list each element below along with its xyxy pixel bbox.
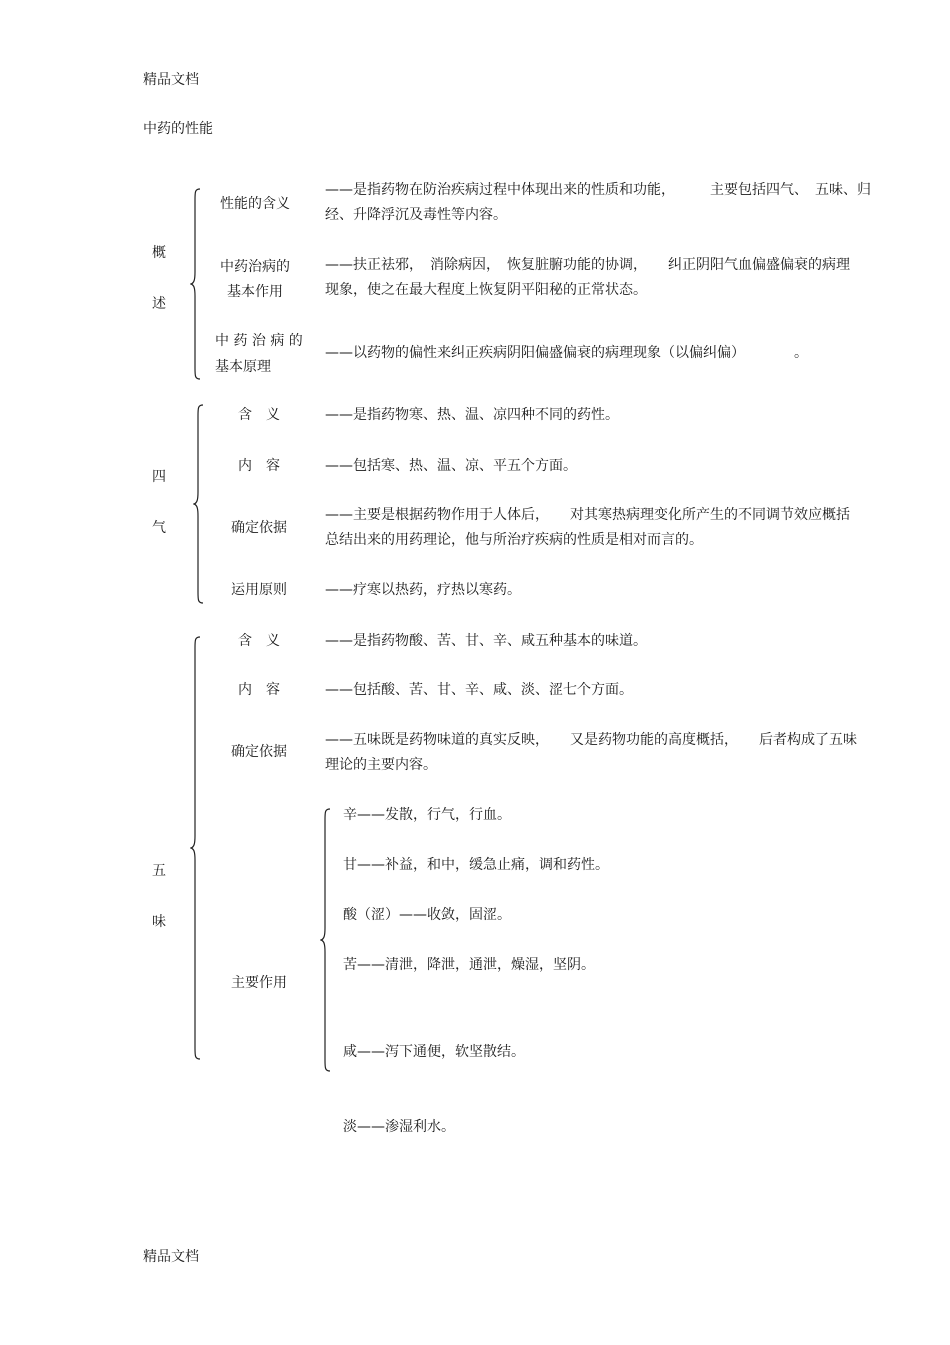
effect-item-suan: 酸（涩）——收敛，固涩。 [343,907,511,923]
overview-row3-label-line2: 基本原理 [215,359,271,375]
five-flavors-main-label: 主要作用 [231,975,287,991]
five-flavors-row1-desc: ——是指药物酸、苦、甘、辛、咸五种基本的味道。 [325,633,647,649]
four-qi-row4-label: 运用原则 [231,582,287,598]
five-flavors-row3-label: 确定依据 [231,744,287,760]
four-qi-row4-desc: ——疗寒以热药，疗热以寒药。 [325,582,521,598]
overview-row3-desc: ——以药物的偏性来纠正疾病阴阳偏盛偏衰的病理现象（以偏纠偏） 。 [325,345,808,361]
effect-item-dan: 淡——渗湿利水。 [343,1119,455,1135]
page-footer: 精品文档 [143,1249,199,1265]
overview-brace [190,188,202,380]
effect-item-xian: 咸——泻下通便，软坚散结。 [343,1044,525,1060]
overview-row1-desc: ——是指药物在防治疾病过程中体现出来的性质和功能， 主要包括四气、 五味、归经、升降浮沉及毒性等内容。 [325,182,871,223]
effect-item-ku: 苦——清泄，降泄，通泄，燥湿，坚阴。 [343,957,595,973]
section-label-five-flavors-2: 味 [152,914,166,930]
overview-row2-label-line1: 中药治病的 [220,259,290,275]
five-flavors-row2-desc: ——包括酸、苦、甘、辛、咸、淡、涩七个方面。 [325,682,633,698]
four-qi-row3-label: 确定依据 [231,520,287,536]
five-flavors-brace [190,636,202,1060]
section-label-four-qi-2: 气 [152,520,166,536]
page-header: 精品文档 [143,72,199,88]
overview-row2-desc: ——扶正祛邪， 消除病因， 恢复脏腑功能的协调， 纠正阴阳气血偏盛偏衰的病理现象，使之在最大程度上恢复阴平阳秘的正常状态。 [325,257,850,298]
section-label-overview-2: 述 [152,296,166,312]
section-label-overview-1: 概 [152,245,166,261]
effects-brace [320,808,332,1072]
overview-row2-label-line2: 基本作用 [227,284,283,300]
overview-row1-label: 性能的含义 [220,196,290,212]
five-flavors-row1-label: 含 义 [238,633,280,649]
four-qi-row1-label: 含 义 [238,407,280,423]
section-label-four-qi-1: 四 [152,469,166,485]
four-qi-row2-label: 内 容 [238,458,280,474]
four-qi-row1-desc: ——是指药物寒、热、温、凉四种不同的药性。 [325,407,619,423]
five-flavors-row3-desc: ——五味既是药物味道的真实反映， 又是药物功能的高度概括， 后者构成了五味理论的主要内容。 [325,732,857,773]
section-label-five-flavors-1: 五 [152,863,166,879]
effect-item-xin: 辛——发散，行气，行血。 [343,807,511,823]
four-qi-brace [193,404,205,604]
overview-row3-label-line1: 中 药 治 病 的 [215,333,303,349]
five-flavors-row2-label: 内 容 [238,682,280,698]
page-title: 中药的性能 [143,121,213,137]
four-qi-row2-desc: ——包括寒、热、温、凉、平五个方面。 [325,458,577,474]
four-qi-row3-desc: ——主要是根据药物作用于人体后， 对其寒热病理变化所产生的不同调节效应概括总结出来的用药理论，他与所治疗疾病的性质是相对而言的。 [325,507,850,548]
effect-item-gan: 甘——补益，和中，缓急止痛，调和药性。 [343,857,609,873]
